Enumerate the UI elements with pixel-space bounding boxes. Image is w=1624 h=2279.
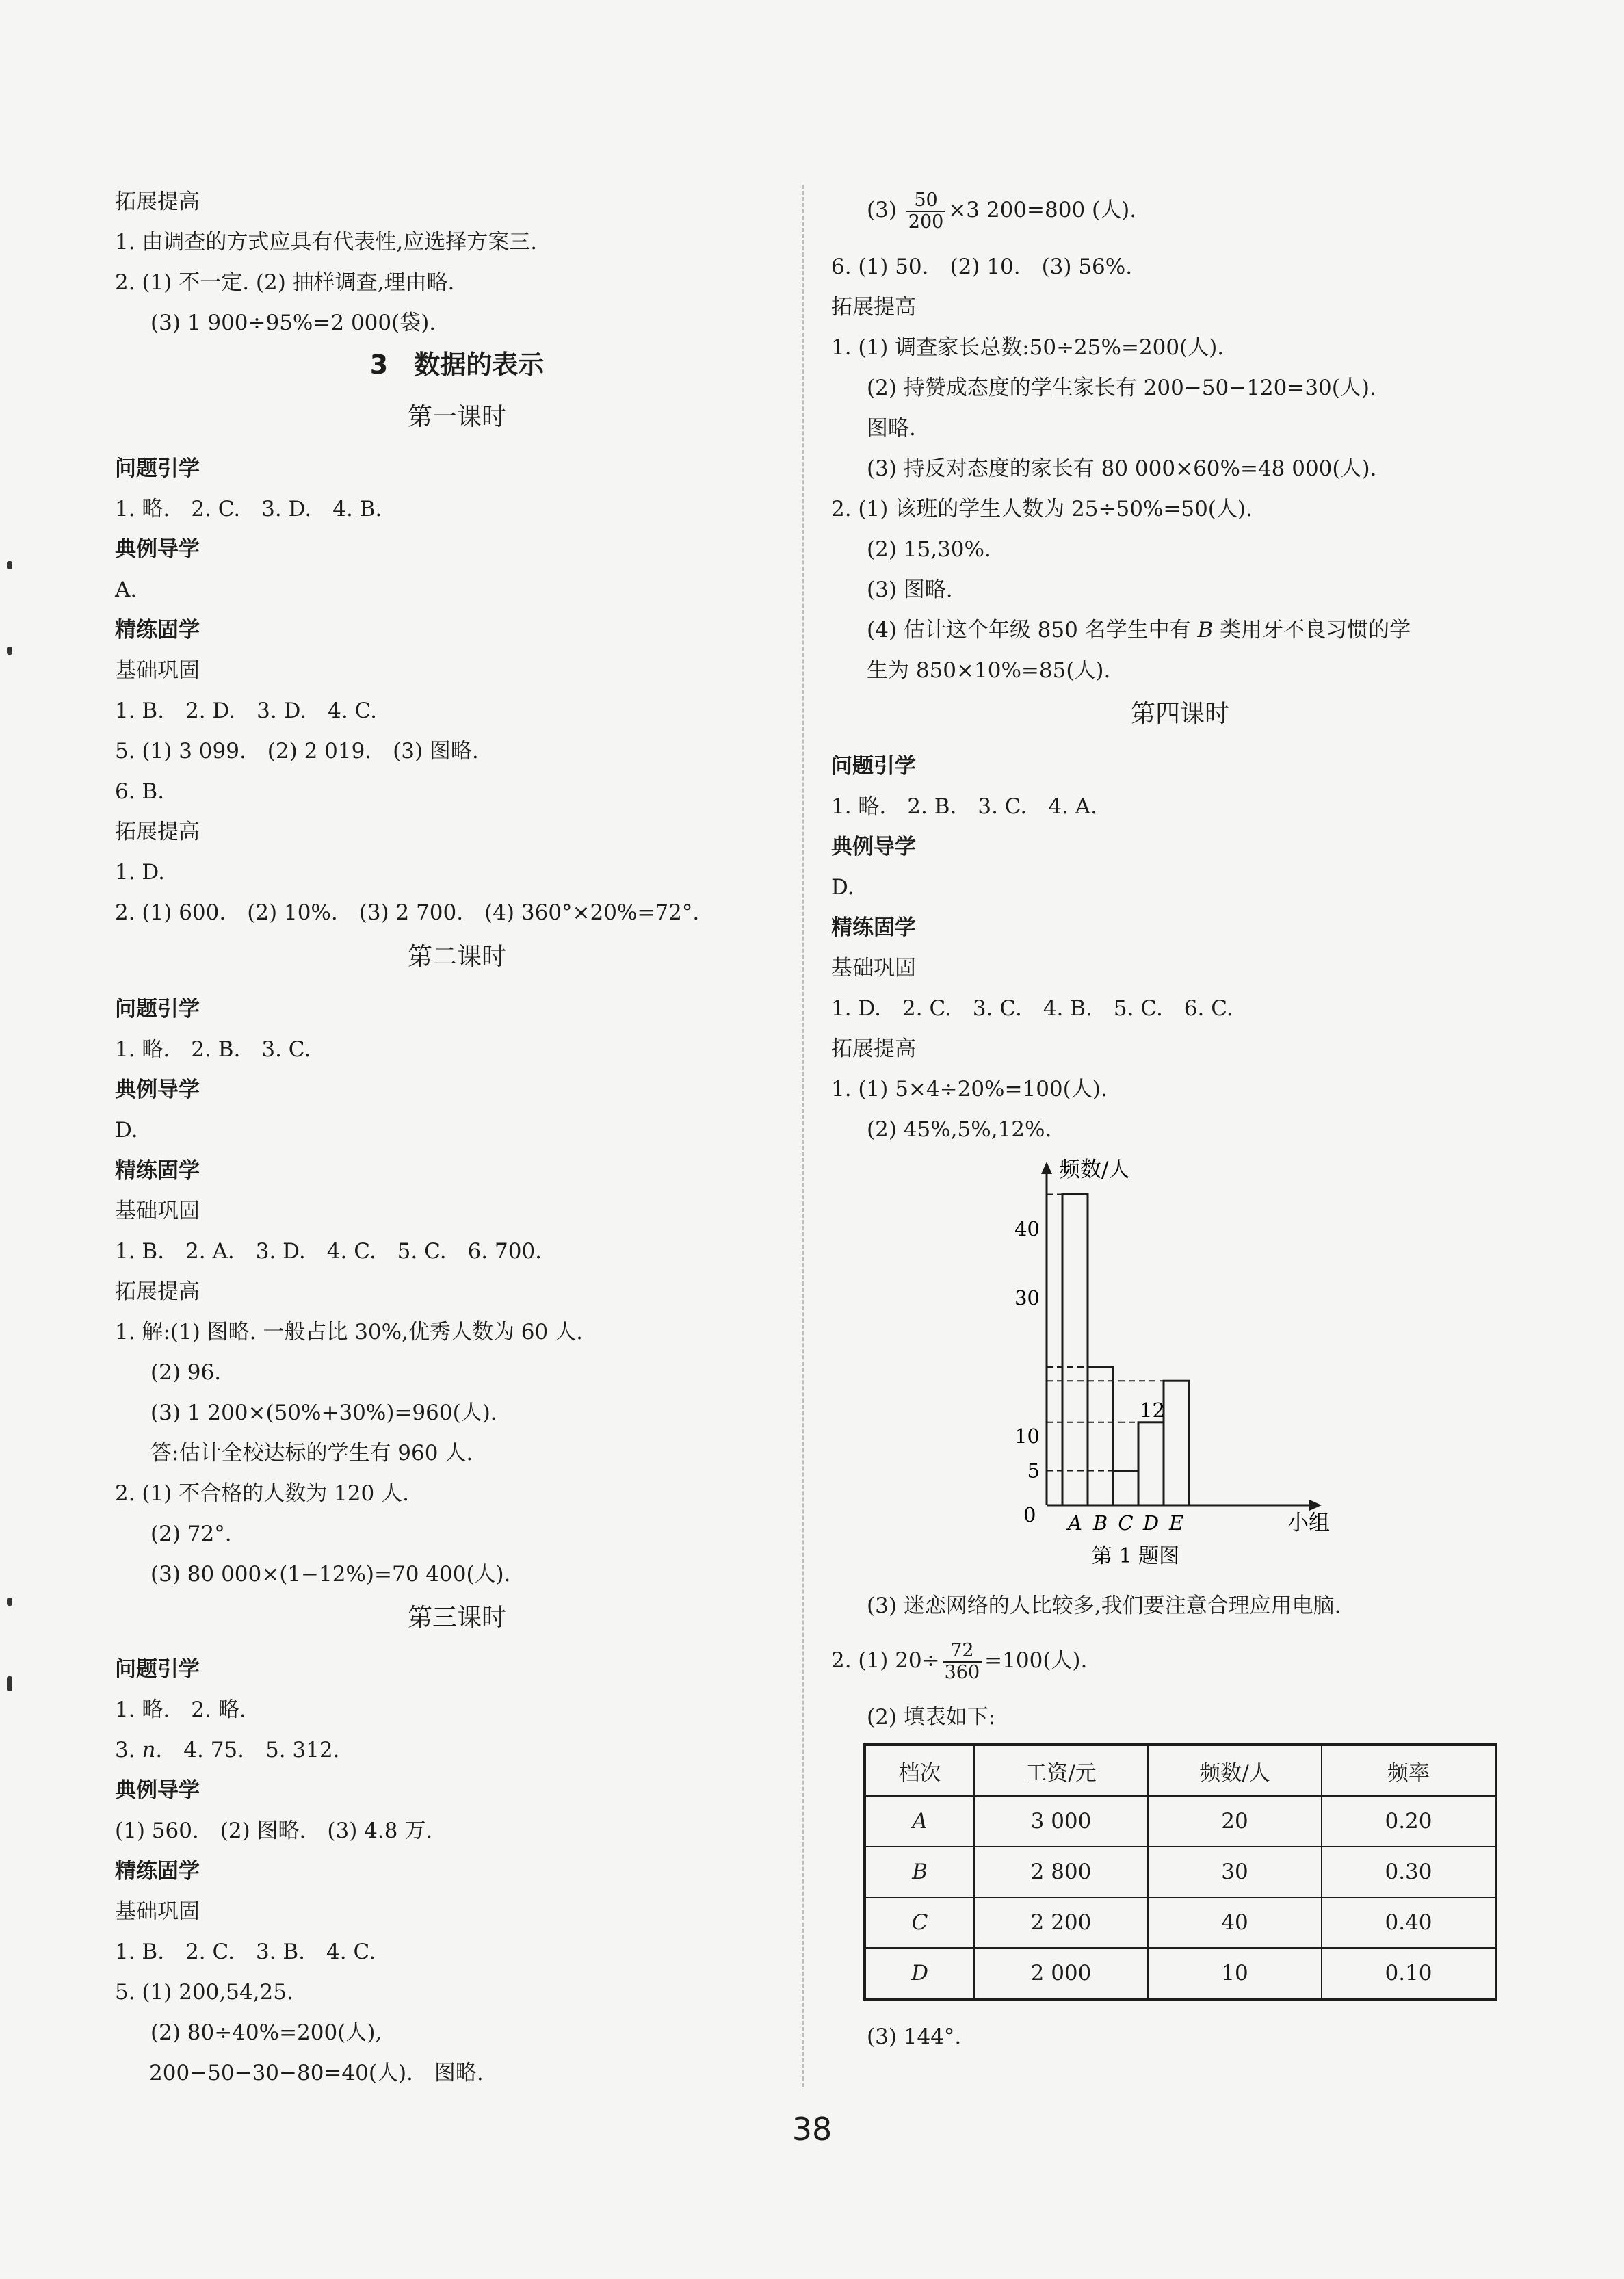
answer-line: (3) 1 200×(50%+30%)=960(人). — [150, 1401, 497, 1425]
answer-line: (3) 80 000×(1−12%)=70 400(人). — [150, 1562, 511, 1587]
variable-b: B — [1197, 618, 1214, 642]
denominator: 360 — [944, 1661, 980, 1683]
table-row — [865, 1847, 1496, 1897]
answer-line: 1. D. 2. C. 3. C. 4. B. 5. C. 6. C. — [831, 996, 1233, 1021]
subheading: 拓展提高 — [115, 190, 200, 214]
answer-line: D. — [115, 1118, 138, 1143]
answer-line — [867, 188, 1136, 233]
answer-text: 2. (1) 20÷ — [831, 1648, 940, 1673]
answer-line: 2. (1) 该班的学生人数为 25÷50%=50(人). — [831, 497, 1253, 521]
answer-line: 2. (1) 不合格的人数为 120 人. — [115, 1481, 409, 1506]
table-cell: A — [865, 1796, 974, 1847]
fraction — [943, 1641, 982, 1683]
answer-line: (3) 持反对态度的家长有 80 000×60%=48 000(人). — [867, 456, 1377, 481]
x-axis-label: 小组 — [1287, 1511, 1330, 1535]
table-header: 频数/人 — [1148, 1745, 1322, 1796]
subheading: 拓展提高 — [831, 1037, 916, 1061]
table-cell: C — [865, 1897, 974, 1948]
y-tick-label: 10 — [1014, 1424, 1040, 1448]
table-cell: 0.40 — [1322, 1897, 1496, 1948]
answer-line — [115, 1736, 339, 1764]
answer-line: 图略. — [867, 416, 916, 441]
answer-line: (2) 96. — [150, 1360, 222, 1385]
y-tick-label: 30 — [1014, 1286, 1040, 1310]
histogram-bar-c — [1113, 1471, 1138, 1506]
histogram-bar-b — [1088, 1367, 1113, 1505]
lesson-title: 第一课时 — [407, 403, 506, 431]
heading: 精练固学 — [115, 1158, 200, 1183]
subheading: 基础巩固 — [115, 1899, 200, 1924]
answer-line: (3) 144°. — [867, 2024, 962, 2049]
scan-mark — [7, 1598, 12, 1606]
answer-text: ×3 200=800 (人). — [948, 198, 1137, 222]
answer-line: 1. 略. 2. C. 3. D. 4. B. — [115, 497, 382, 521]
subheading: 拓展提高 — [115, 1279, 200, 1304]
table-cell: D — [865, 1948, 974, 1999]
answer-line: 2. (1) 600. (2) 10%. (3) 2 700. (4) 360°×20%=72°. — [115, 900, 700, 925]
answer-text: (3) — [867, 198, 897, 222]
heading: 典例导学 — [831, 835, 916, 859]
x-tick-label: A — [1068, 1511, 1082, 1535]
numerator: 72 — [943, 1641, 982, 1663]
heading: 典例导学 — [115, 1078, 200, 1102]
table-cell: 0.30 — [1322, 1847, 1496, 1897]
answer-line: 1. 略. 2. B. 3. C. — [115, 1037, 311, 1062]
table-row — [865, 1796, 1496, 1847]
answer-text: =100(人). — [984, 1648, 1088, 1673]
lesson-title: 第四课时 — [1130, 700, 1229, 728]
table-cell: 20 — [1148, 1796, 1322, 1847]
heading: 典例导学 — [115, 537, 200, 562]
answer-line — [831, 1639, 1087, 1683]
answer-text: 类用牙不良习惯的学 — [1213, 618, 1411, 642]
answer-line: (2) 80÷40%=200(人), — [150, 2020, 382, 2045]
answer-line: (1) 560. (2) 图略. (3) 4.8 万. — [115, 1819, 433, 1843]
table-header-row — [865, 1745, 1496, 1796]
subheading: 拓展提高 — [831, 295, 916, 320]
fraction — [906, 190, 946, 233]
heading: 精练固学 — [115, 1859, 200, 1884]
subheading: 基础巩固 — [115, 658, 200, 683]
section-title: 3 数据的表示 — [369, 350, 545, 380]
lesson-title: 第二课时 — [407, 943, 506, 971]
table-row — [865, 1897, 1496, 1948]
histogram-bar-d — [1138, 1422, 1164, 1505]
x-tick-label: D — [1142, 1511, 1160, 1535]
answer-line: (2) 填表如下: — [867, 1705, 996, 1730]
heading: 精练固学 — [115, 618, 200, 642]
answer-line: 1. B. 2. A. 3. D. 4. C. 5. C. 6. 700. — [115, 1239, 542, 1264]
y-axis-arrow — [1041, 1162, 1052, 1174]
answer-line: (2) 45%,5%,12%. — [867, 1117, 1052, 1142]
page-number: 38 — [791, 2111, 833, 2148]
scan-mark — [7, 561, 12, 569]
answer-line: 答:估计全校达标的学生有 960 人. — [150, 1441, 473, 1466]
subheading: 拓展提高 — [115, 820, 200, 844]
table-header: 档次 — [865, 1745, 974, 1796]
subheading: 基础巩固 — [831, 956, 916, 980]
table-cell: 3 000 — [974, 1796, 1148, 1847]
histogram-bar-e — [1164, 1381, 1189, 1505]
table-cell: 2 200 — [974, 1897, 1148, 1948]
histogram-bar-a — [1062, 1195, 1088, 1506]
histogram-chart — [985, 1149, 1354, 1580]
denominator: 200 — [908, 211, 944, 233]
heading: 问题引学 — [115, 456, 200, 481]
answer-line: 1. D. — [115, 860, 166, 885]
scan-mark — [7, 647, 12, 655]
answer-line: 1. (1) 调查家长总数:50÷25%=200(人). — [831, 335, 1224, 360]
subheading: 基础巩固 — [115, 1199, 200, 1223]
answer-line: 1. 解:(1) 图略. 一般占比 30%,优秀人数为 60 人. — [115, 1320, 583, 1344]
origin-label: 0 — [1023, 1503, 1036, 1526]
table-header: 频率 — [1322, 1745, 1496, 1796]
heading: 问题引学 — [831, 754, 916, 779]
answer-line: (3) 图略. — [867, 577, 953, 602]
answer-line: 5. (1) 200,54,25. — [115, 1980, 293, 2005]
table-cell: 10 — [1148, 1948, 1322, 1999]
data-label: 12 — [1140, 1398, 1165, 1422]
x-axis-arrow — [1309, 1500, 1322, 1511]
answer-line: 5. (1) 3 099. (2) 2 019. (3) 图略. — [115, 739, 479, 764]
answer-line: (2) 72°. — [150, 1522, 232, 1546]
answer-line: 1. B. 2. C. 3. B. 4. C. — [115, 1940, 376, 1964]
table-cell: 40 — [1148, 1897, 1322, 1948]
table-cell: B — [865, 1847, 974, 1897]
answer-line — [867, 616, 1411, 644]
heading: 问题引学 — [115, 997, 200, 1021]
x-tick-label: C — [1118, 1511, 1134, 1535]
table-cell: 0.10 — [1322, 1948, 1496, 1999]
answer-text: (4) 估计这个年级 850 名学生中有 — [867, 618, 1198, 642]
y-tick-label: 5 — [1027, 1459, 1040, 1483]
chart-caption: 第 1 题图 — [1091, 1544, 1180, 1568]
answer-line: 1. B. 2. D. 3. D. 4. C. — [115, 699, 378, 723]
answer-line: 1. 由调查的方式应具有代表性,应选择方案三. — [115, 230, 538, 255]
answer-line: 200−50−30−80=40(人). 图略. — [149, 2061, 484, 2085]
table-cell: 0.20 — [1322, 1796, 1496, 1847]
answer-line: 6. (1) 50. (2) 10. (3) 56%. — [831, 255, 1133, 279]
lesson-title: 第三课时 — [407, 1604, 506, 1632]
answer-line: 1. (1) 5×4÷20%=100(人). — [831, 1077, 1108, 1102]
answer-line: A. — [115, 577, 137, 602]
heading: 典例导学 — [115, 1778, 200, 1803]
answer-line: (3) 1 900÷95%=2 000(袋). — [150, 311, 436, 335]
answer-line: (2) 15,30%. — [867, 537, 991, 562]
column-divider — [802, 185, 804, 2087]
x-tick-label: E — [1168, 1511, 1184, 1535]
x-tick-label: B — [1092, 1511, 1108, 1535]
answer-text: . 4. 75. 5. 312. — [155, 1738, 340, 1762]
answer-line: 6. B. — [115, 779, 165, 804]
answer-line: 1. 略. 2. B. 3. C. 4. A. — [831, 794, 1097, 819]
answer-line: 1. 略. 2. 略. — [115, 1697, 246, 1722]
answer-text: 3. — [115, 1738, 142, 1762]
heading: 精练固学 — [831, 915, 916, 940]
table-cell: 2 000 — [974, 1948, 1148, 1999]
numerator: 50 — [906, 190, 946, 212]
answer-line: (2) 持赞成态度的学生家长有 200−50−120=30(人). — [867, 376, 1376, 400]
answer-line: (3) 迷恋网络的人比较多,我们要注意合理应用电脑. — [867, 1593, 1341, 1618]
table-row — [865, 1948, 1496, 1999]
y-tick-label: 40 — [1014, 1217, 1040, 1240]
variable-n: n — [142, 1738, 156, 1762]
answer-line: D. — [831, 875, 854, 900]
table-cell: 2 800 — [974, 1847, 1148, 1897]
wage-table — [863, 1743, 1497, 2001]
answer-line: 生为 850×10%=85(人). — [867, 658, 1111, 683]
scan-mark — [7, 1676, 12, 1691]
table-header: 工资/元 — [974, 1745, 1148, 1796]
table-cell: 30 — [1148, 1847, 1322, 1897]
heading: 问题引学 — [115, 1657, 200, 1682]
y-axis-label: 频数/人 — [1059, 1158, 1130, 1182]
answer-line: 2. (1) 不一定. (2) 抽样调查,理由略. — [115, 270, 455, 295]
